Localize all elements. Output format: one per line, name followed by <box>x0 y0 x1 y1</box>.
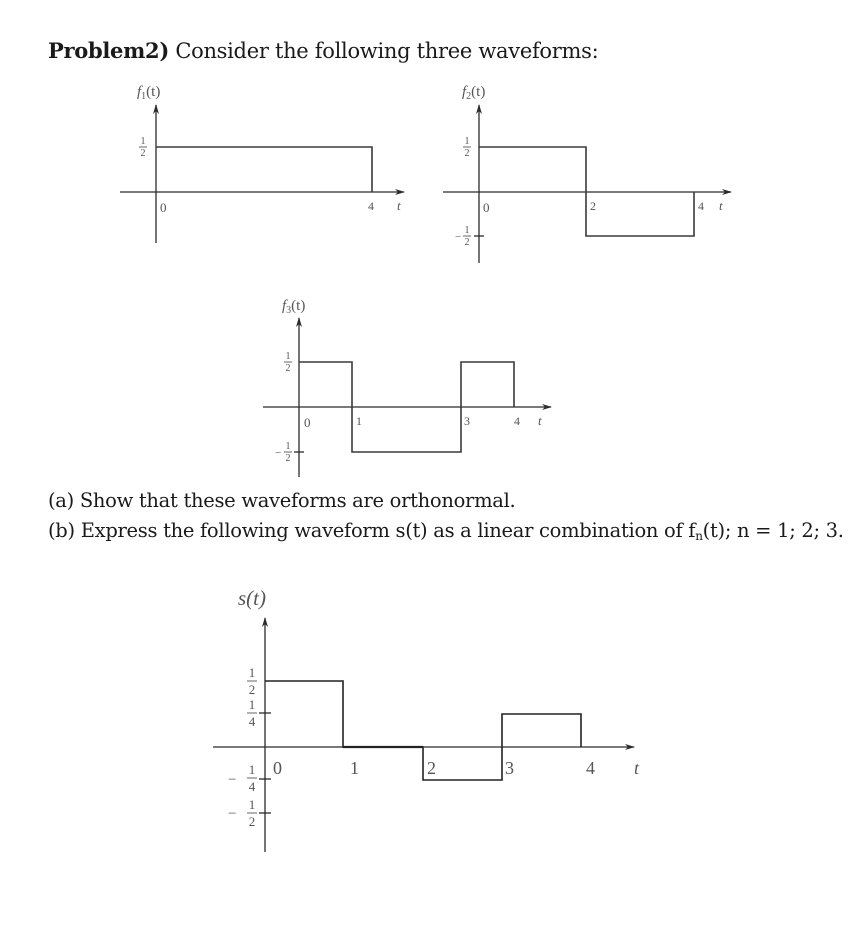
svg-text:1: 1 <box>248 665 256 680</box>
part-a-text: (a) Show that these waveforms are orthonormal. <box>48 489 516 512</box>
s-ytick-quarter <box>247 697 271 729</box>
svg-text:2: 2 <box>248 814 256 829</box>
f3-plot <box>263 298 551 477</box>
svg-text:−: − <box>228 806 237 822</box>
svg-text:2: 2 <box>464 148 470 159</box>
s-waveform <box>265 681 581 780</box>
svg-text:4: 4 <box>248 779 256 794</box>
f2-ytick-half <box>463 136 471 159</box>
svg-text:1: 1 <box>248 697 256 712</box>
f2-ylabel: $f_2(t)$ <box>462 84 486 102</box>
svg-text:1: 1 <box>248 797 256 812</box>
s-xlabel: t <box>634 758 640 778</box>
svg-text:1: 1 <box>464 225 470 236</box>
problem-label: Problem2) <box>48 38 169 63</box>
f2-xtick-2: 2 <box>590 199 596 213</box>
f3-xtick-0: 0 <box>304 415 311 430</box>
s-xtick-4: 4 <box>586 758 595 778</box>
f1-xtick-0: 0 <box>160 200 167 215</box>
f3-ylabel: $f_3(t)$ <box>282 298 306 316</box>
problem-intro: Consider the following three waveforms: <box>168 39 599 63</box>
svg-text:1: 1 <box>285 351 291 362</box>
f2-xlabel: t <box>719 198 723 213</box>
svg-text:1: 1 <box>248 762 256 777</box>
part-b-post: (t); n = 1; 2; 3. <box>702 519 844 542</box>
s-ytick-half <box>247 665 257 697</box>
part-b-pre: (b) Express the following waveform s(t) as a linear combination of f <box>48 519 696 542</box>
svg-text:2: 2 <box>285 453 291 464</box>
f3-xtick-3: 3 <box>464 414 470 428</box>
svg-text:2: 2 <box>285 363 291 374</box>
svg-text:1: 1 <box>140 136 146 147</box>
svg-text:2: 2 <box>248 682 256 697</box>
svg-text:2: 2 <box>140 148 146 159</box>
f3-xlabel: t <box>538 413 542 428</box>
f1-plot <box>120 84 404 243</box>
f3-ytick-half <box>284 351 292 374</box>
s-xtick-1: 1 <box>350 758 359 778</box>
f1-waveform <box>156 147 372 192</box>
svg-text:4: 4 <box>248 714 256 729</box>
svg-text:−: − <box>228 772 237 788</box>
s-xtick-2: 2 <box>427 758 436 778</box>
s-xtick-0: 0 <box>273 758 282 778</box>
f3-xtick-1: 1 <box>356 414 362 428</box>
svg-text:1: 1 <box>285 441 291 452</box>
svg-text:−: − <box>455 231 462 243</box>
s-xtick-3: 3 <box>505 758 514 778</box>
f3-xtick-4: 4 <box>514 414 520 428</box>
part-b-subscript: n <box>695 529 703 543</box>
f1-xlabel: t <box>397 198 401 213</box>
svg-text:−: − <box>275 447 282 459</box>
f2-xtick-4: 4 <box>698 199 704 213</box>
svg-text:1: 1 <box>464 136 470 147</box>
f2-plot <box>443 84 731 263</box>
f1-ylabel: $f_1(t)$ <box>137 84 161 102</box>
f1-ytick-half <box>139 136 147 159</box>
f2-xtick-0: 0 <box>483 200 490 215</box>
f1-xtick-4: 4 <box>368 199 374 213</box>
s-ylabel: s(t) <box>238 586 266 610</box>
s-plot <box>213 586 640 852</box>
svg-text:2: 2 <box>464 237 470 248</box>
